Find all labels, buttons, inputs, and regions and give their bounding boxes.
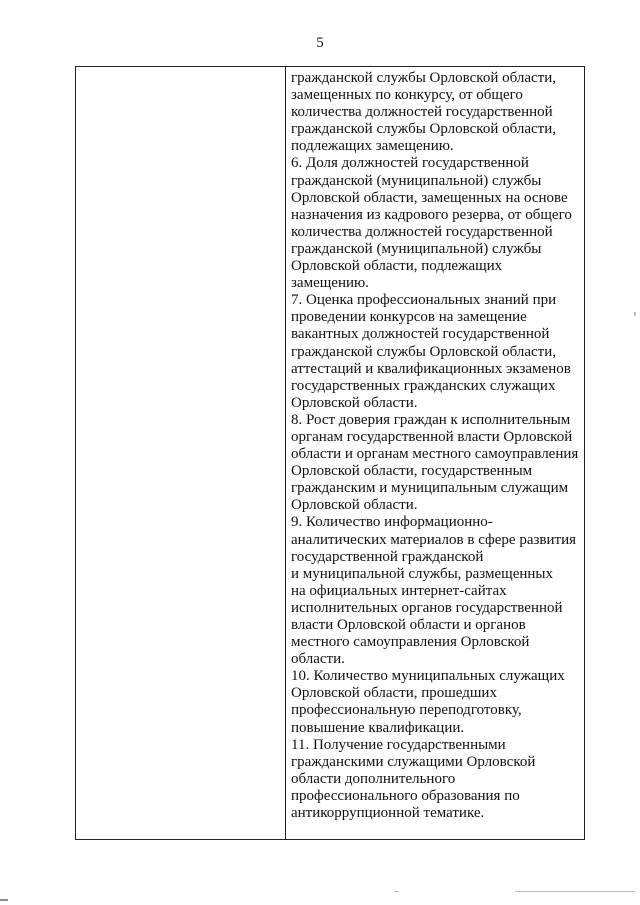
- text-line: Орловской области, прошедших: [291, 685, 497, 702]
- text-line: гражданской службы Орловской области,: [291, 121, 556, 138]
- text-line: 9. Количество информационно-: [291, 514, 493, 531]
- text-line: государственной гражданской: [291, 548, 484, 565]
- text-line: количества должностей государственной: [291, 223, 553, 240]
- document-table: [75, 66, 585, 840]
- text-line: и муниципальной службы, размещенных: [291, 565, 554, 582]
- text-line: гражданской службы Орловской области,: [291, 70, 556, 86]
- text-line: Орловской области.: [291, 497, 418, 514]
- text-line: гражданской (муниципальной) службы: [291, 240, 542, 257]
- table-right-cell: [286, 67, 584, 839]
- text-line: замещению.: [291, 275, 369, 292]
- page-number: 5: [316, 35, 324, 51]
- text-line: аналитических материалов в сфере развития: [291, 531, 577, 548]
- text-line: исполнительных органов государственной: [291, 599, 563, 616]
- text-line: Орловской области.: [291, 394, 418, 411]
- text-line: гражданской службы Орловской области,: [291, 343, 556, 360]
- table-left-cell: [76, 67, 286, 839]
- text-line: профессиональную переподготовку,: [291, 702, 522, 719]
- text-line: органам государственной власти Орловской: [291, 428, 573, 445]
- scan-mark: [515, 891, 635, 892]
- text-line: повышение квалификации.: [291, 719, 465, 736]
- text-line: государственных гражданских служащих: [291, 377, 556, 394]
- text-line: власти Орловской области и органов: [291, 617, 526, 633]
- text-line: области дополнительного: [291, 770, 456, 787]
- text-line: замещенных по конкурсу, от общего: [291, 87, 523, 104]
- text-line: количества должностей государственной: [291, 104, 553, 121]
- text-line: 7. Оценка профессиональных знаний при: [291, 292, 557, 309]
- text-line: проведении конкурсов на замещение: [291, 309, 527, 326]
- text-line: гражданской (муниципальной) службы: [291, 172, 542, 189]
- text-line: вакантных должностей государственной: [291, 326, 550, 343]
- scan-speck: [634, 312, 636, 316]
- text-line: гражданским и муниципальным служащим: [291, 480, 569, 497]
- text-line: области и органам местного самоуправления: [291, 446, 579, 463]
- text-line: 10. Количество муниципальных служащих: [291, 668, 565, 685]
- text-line: антикоррупционной тематике.: [291, 805, 485, 822]
- scan-mark: [395, 891, 399, 892]
- text-line: гражданскими служащими Орловской: [291, 753, 536, 770]
- text-line: Орловской области, подлежащих: [291, 258, 503, 275]
- text-line: 8. Рост доверия граждан к исполнительным: [291, 411, 571, 428]
- scan-mark: [0, 899, 8, 901]
- text-line: области.: [291, 651, 345, 668]
- text-line: подлежащих замещению.: [291, 138, 454, 155]
- text-line: 6. Доля должностей государственной: [291, 155, 529, 172]
- text-line: профессионального образования по: [291, 787, 520, 804]
- text-line: аттестаций и квалификационных экзаменов: [291, 360, 571, 377]
- text-line: местного самоуправления Орловской: [291, 634, 530, 651]
- text-line: назначения из кадрового резерва, от общего: [291, 206, 572, 223]
- text-line: на официальных интернет-сайтах: [291, 582, 507, 599]
- text-line: Орловской области, замещенных на основе: [291, 189, 568, 206]
- text-line: 11. Получение государственными: [291, 736, 506, 753]
- text-line: Орловской области, государственным: [291, 463, 533, 480]
